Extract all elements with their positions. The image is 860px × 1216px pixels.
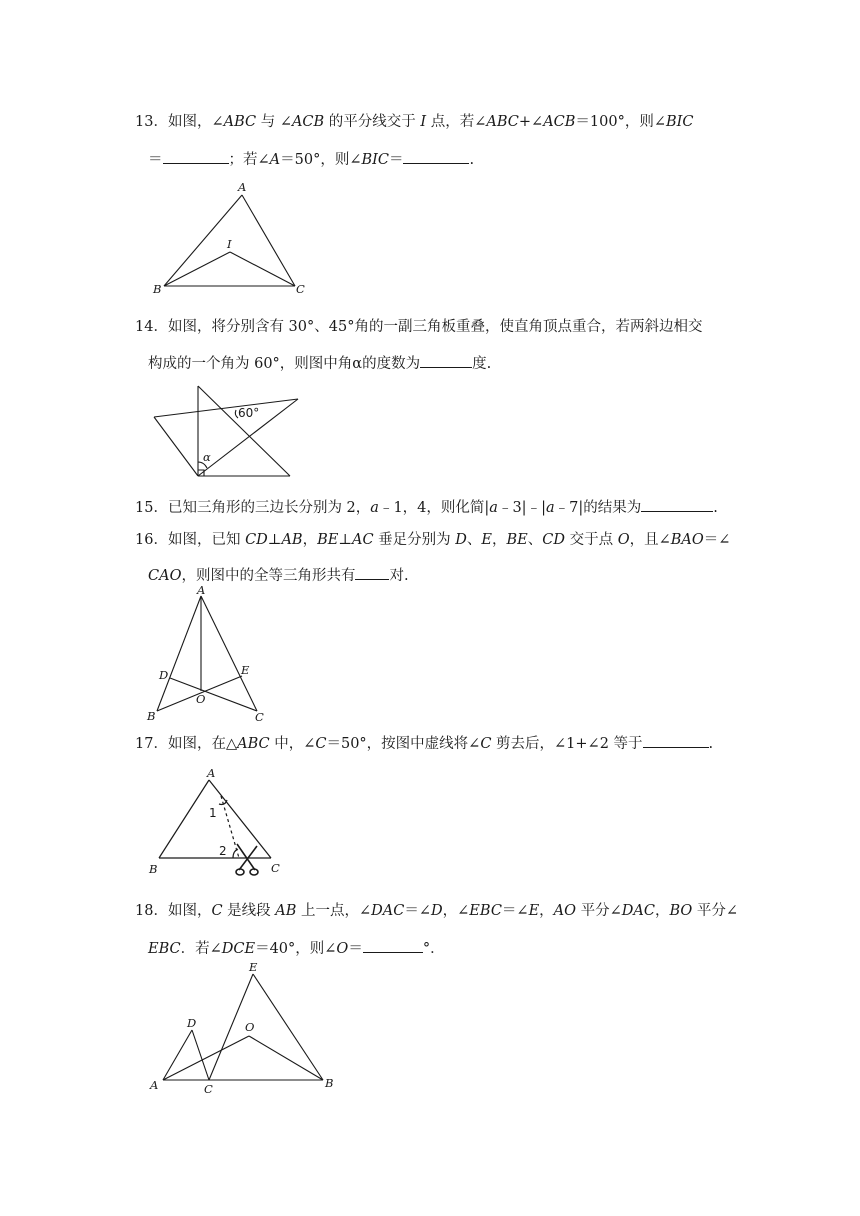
angle-label-1: 1: [209, 806, 217, 820]
vertex-label-i: I: [227, 237, 232, 251]
q14-number: 14．: [135, 319, 168, 335]
vertex-label-e: E: [241, 663, 250, 677]
q16-figure: [145, 583, 275, 730]
vertex-label-c: C: [296, 282, 305, 296]
q17-figure: [145, 764, 295, 884]
scissors-icon: [236, 844, 258, 875]
q18-line-2: EBC．若∠DCE＝40°，则∠O＝ °．: [148, 937, 445, 959]
answer-blank[interactable]: [641, 496, 713, 512]
angle-label-2: 2: [219, 844, 227, 858]
q17-line: 17．如图，在△ABC 中，∠C＝50°，按图中虚线将∠C 剪去后，∠1+∠2 等于 .: [135, 732, 713, 754]
vertex-label-a: A: [150, 1078, 159, 1092]
answer-blank[interactable]: [643, 732, 709, 748]
vertex-label-c: C: [255, 710, 264, 724]
answer-blank[interactable]: [420, 352, 472, 368]
q14-figure: [150, 382, 310, 486]
q13-line-1: 13．如图，∠ABC 与 ∠ACB 的平分线交于 I 点，若∠ABC+∠ACB＝100°，则∠BIC: [135, 114, 694, 130]
q13-line-2: ＝ ；若∠A＝50°，则∠BIC＝ .: [148, 148, 474, 170]
answer-blank[interactable]: [363, 937, 423, 953]
vertex-label-b: B: [325, 1076, 334, 1090]
vertex-label-c: C: [271, 861, 280, 875]
q18-figure: [145, 958, 345, 1102]
answer-blank[interactable]: [163, 148, 229, 164]
vertex-label-a: A: [197, 583, 206, 597]
q17-number: 17．: [135, 736, 168, 752]
vertex-label-a: A: [238, 180, 247, 194]
vertex-label-b: B: [153, 282, 162, 296]
q15-number: 15．: [135, 500, 168, 516]
q18-number: 18．: [135, 903, 168, 919]
q13-number: 13．: [135, 114, 168, 130]
q16-number: 16．: [135, 532, 168, 548]
q16-line-1: 16．如图，已知 CD⊥AB，BE⊥AC 垂足分别为 D、E，BE、CD 交于点 O，且∠BAO＝∠: [135, 532, 731, 548]
vertex-label-b: B: [147, 709, 156, 723]
q15-line: 15．已知三角形的三边长分别为 2，a﹣1，4，则化简|a﹣3|﹣|a﹣7|的结果为 .: [135, 496, 718, 518]
vertex-label-d: D: [159, 668, 169, 682]
vertex-label-c: C: [204, 1082, 213, 1096]
vertex-label-o: O: [196, 692, 206, 706]
q18-line-1: 18．如图，C 是线段 AB 上一点，∠DAC＝∠D，∠EBC＝∠E，AO 平分∠DAC，BO 平分∠: [135, 903, 739, 919]
answer-blank[interactable]: [355, 564, 389, 580]
vertex-label-a: A: [207, 766, 216, 780]
vertex-label-e: E: [249, 960, 258, 974]
q14-line-2: 构成的一个角为 60°，则图中角α的度数为 度.: [148, 352, 491, 374]
vertex-label-d: D: [187, 1016, 197, 1030]
q16-line-2: CAO，则图中的全等三角形共有 对.: [148, 564, 409, 586]
q14-line-1: 14．如图，将分别含有 30°、45°角的一副三角板重叠，使直角顶点重合，若两斜边相交: [135, 319, 703, 335]
q13-figure: [150, 182, 310, 301]
angle-label-alpha: α: [203, 450, 211, 464]
answer-blank[interactable]: [403, 148, 469, 164]
vertex-label-b: B: [149, 862, 158, 876]
angle-label-60: 60°: [238, 406, 260, 420]
vertex-label-o: O: [245, 1020, 255, 1034]
